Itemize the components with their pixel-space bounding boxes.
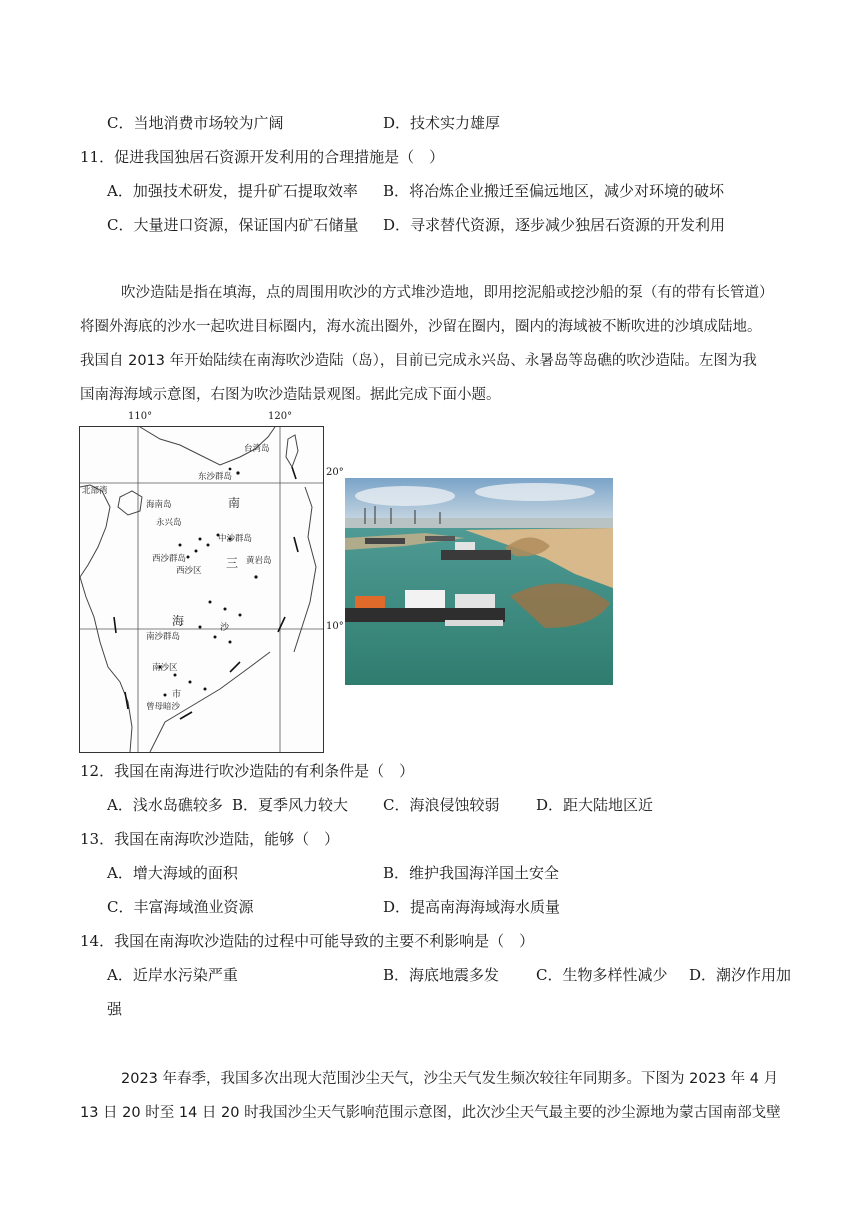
- map-lat-10: 10°: [326, 621, 344, 632]
- map-label-nan: 南: [228, 496, 241, 510]
- passage2-line1: 2023 年春季，我国多次出现大范围沙尘天气，沙尘天气发生频次较往年同期多。下图为 2023 年 4 月: [121, 1071, 779, 1087]
- land-reclamation-photo: [345, 478, 613, 685]
- map-label-nansha: 南沙群岛: [146, 632, 181, 642]
- map-label-zhongsha: 中沙群岛: [218, 534, 253, 544]
- map-label-xishaqu: 西沙区: [176, 566, 202, 576]
- passage1-line3: 我国自 2013 年开始陆续在南海吹沙造陆（岛），目前已完成永兴岛、永暑岛等岛礁的吹沙造陆。左图为我: [80, 353, 757, 369]
- passage2-line2: 13 日 20 时至 14 日 20 时我国沙尘天气影响范围示意图，此次沙尘天气最主要的沙尘源地为蒙古国南部戈壁: [80, 1105, 781, 1121]
- map-label-taiwan: 台湾岛: [244, 444, 270, 454]
- passage1-line1: 吹沙造陆是指在填海，点的周围用吹沙的方式堆沙造地，即用挖泥船或挖沙船的泵（有的带有长管道）: [121, 285, 774, 301]
- q11-option-a: A．加强技术研发，提升矿石提取效率: [107, 182, 358, 200]
- q13-option-d: D．提高南海海域海水质量: [383, 898, 561, 916]
- passage1-line2: 将圈外海底的沙水一起吹进目标圈内，海水流出圈外，沙留在圈内，圈内的海域被不断吹进的沙填成陆地。: [80, 319, 762, 335]
- map-lon-120: 120°: [268, 411, 293, 422]
- q13-option-a: A．增大海域的面积: [107, 864, 238, 882]
- map-label-hainan: 海南岛: [146, 500, 172, 510]
- map-label-sha: 沙: [220, 623, 230, 633]
- map-label-xisha: 西沙群岛: [152, 554, 187, 564]
- q12-option-b: B．夏季风力较大: [232, 796, 349, 814]
- q14-option-b: B．海底地震多发: [383, 966, 500, 984]
- q14-stem: 14．我国在南海吹沙造陆的过程中可能导致的主要不利影响是（ ）: [80, 932, 535, 950]
- map-label-hai: 海: [172, 614, 185, 628]
- q12-option-a: A．浅水岛礁较多: [107, 796, 223, 814]
- q11-stem: 11．促进我国独居石资源开发利用的合理措施是（ ）: [80, 148, 445, 166]
- q14-option-d: D．潮汐作用加: [689, 966, 792, 984]
- q14-option-c: C．生物多样性减少: [536, 966, 668, 984]
- q11-option-d: D．寻求替代资源，逐步减少独居石资源的开发利用: [383, 216, 726, 234]
- q11-option-c: C．大量进口资源，保证国内矿石储量: [107, 216, 359, 234]
- map-label-shi: 市: [172, 690, 182, 700]
- q12-option-c: C．海浪侵蚀较弱: [383, 796, 500, 814]
- map-lon-110: 110°: [128, 411, 153, 422]
- q13-option-c: C．丰富海域渔业资源: [107, 898, 254, 916]
- q14-option-a: A．近岸水污染严重: [107, 966, 238, 984]
- passage1-line4: 国南海海域示意图，右图为吹沙造陆景观图。据此完成下面小题。: [80, 387, 501, 403]
- map-label-san: 三: [226, 556, 239, 570]
- q10-option-c: C．当地消费市场较为广阔: [107, 114, 284, 132]
- q14-option-d-continued: 强: [107, 1000, 123, 1018]
- map-label-huangyan: 黄岩岛: [246, 556, 272, 566]
- map-lat-20: 20°: [326, 467, 344, 478]
- q12-stem: 12．我国在南海进行吹沙造陆的有利条件是（ ）: [80, 762, 415, 780]
- q12-option-d: D．距大陆地区近: [536, 796, 654, 814]
- q13-option-b: B．维护我国海洋国土安全: [383, 864, 560, 882]
- map-label-dongsha: 东沙群岛: [198, 472, 233, 482]
- map-label-nanshaqu: 南沙区: [152, 663, 178, 673]
- q10-option-d: D．技术实力雄厚: [383, 114, 501, 132]
- map-label-zengmu: 曾母暗沙: [146, 702, 181, 712]
- south-china-sea-map: [79, 426, 324, 753]
- map-label-yongxing: 永兴岛: [156, 518, 182, 528]
- q13-stem: 13．我国在南海吹沙造陆，能够（ ）: [80, 830, 340, 848]
- map-label-beibu: 北部湾: [82, 486, 108, 496]
- q11-option-b: B．将冶炼企业搬迁至偏远地区，减少对环境的破坏: [383, 182, 725, 200]
